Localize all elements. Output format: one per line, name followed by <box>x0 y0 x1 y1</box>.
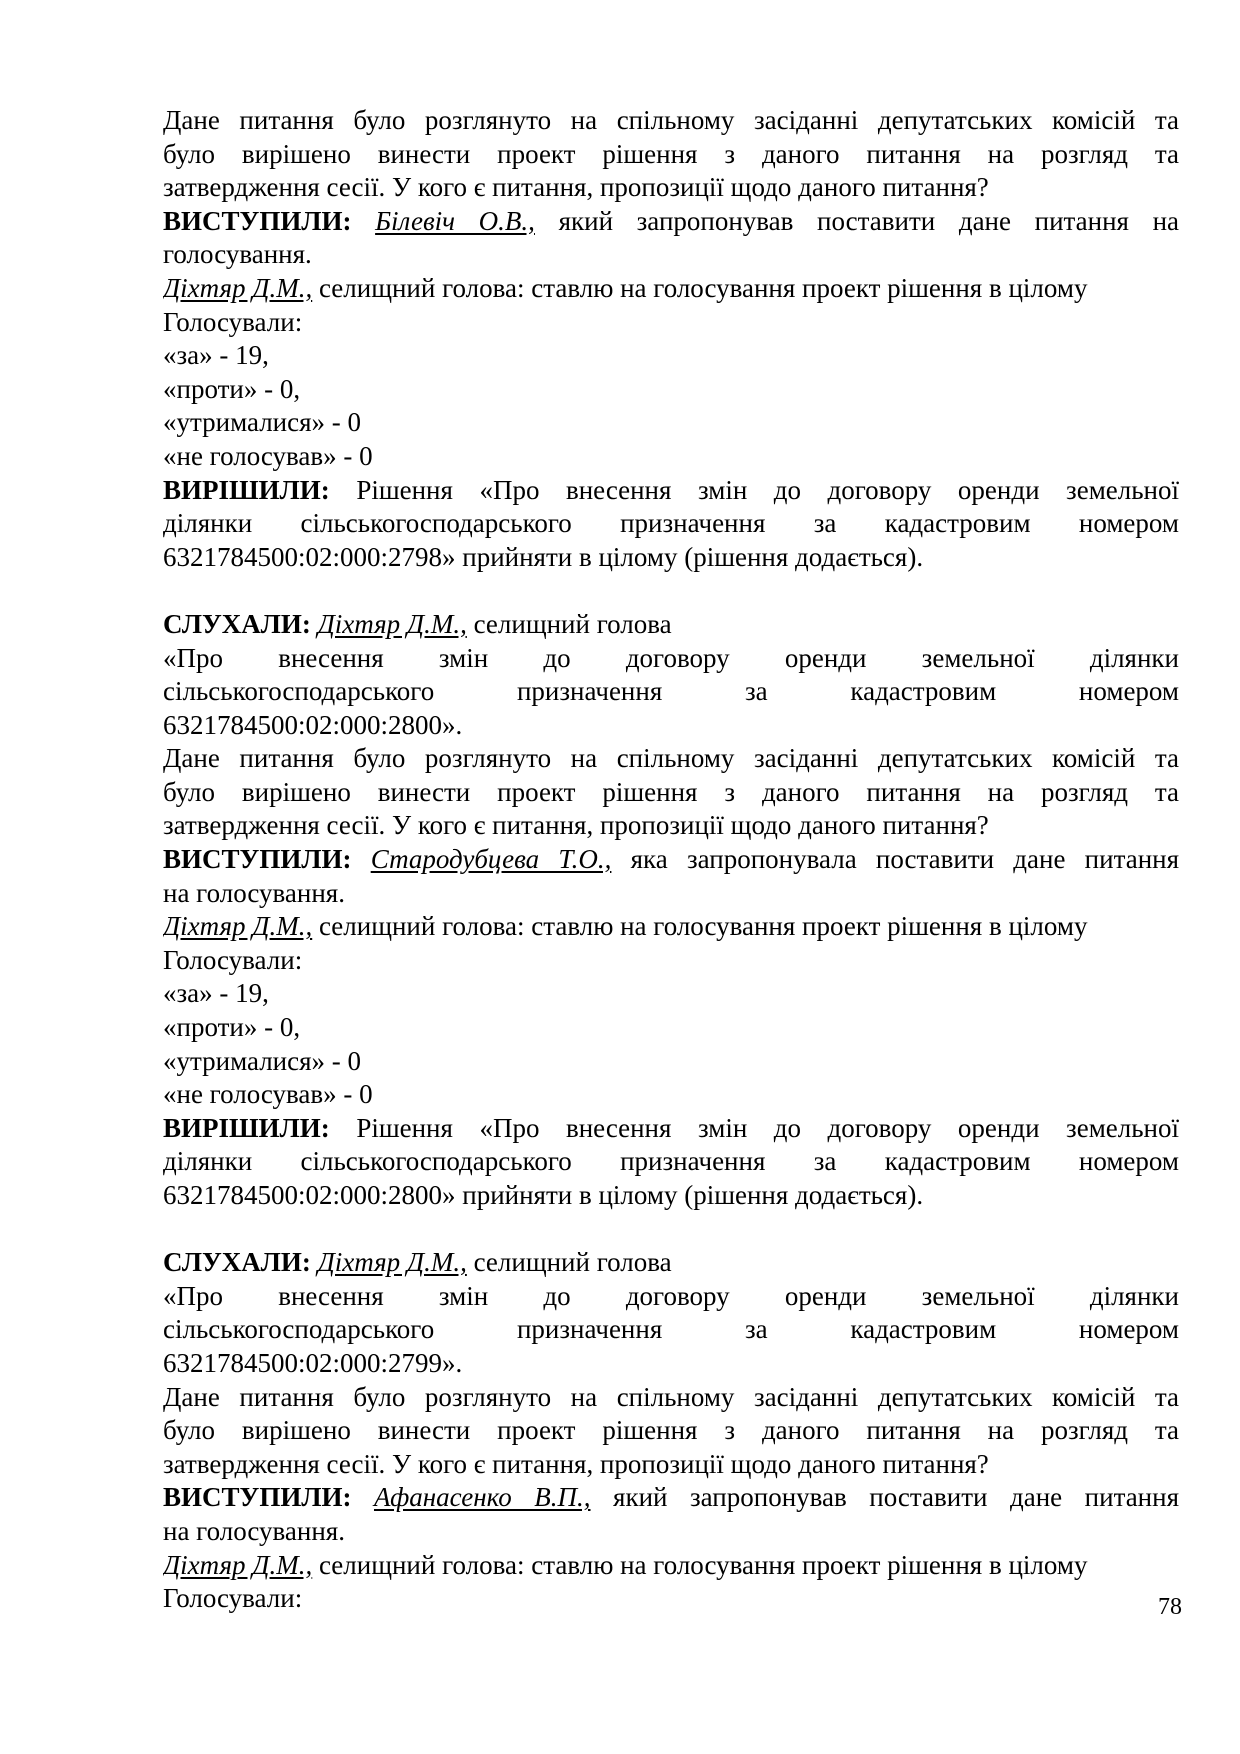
speaker-proposal: яка запропонувала поставити дане питання <box>630 844 1179 875</box>
vote-for: «за» - 19, <box>163 340 269 371</box>
paragraph-line: на голосування. <box>163 1515 345 1546</box>
vote-abstained: «утрималися» - 0 <box>163 407 362 438</box>
speakers-heading: ВИСТУПИЛИ: <box>163 1482 352 1513</box>
heard-line <box>163 608 1179 642</box>
vote-for: «за» - 19, <box>163 978 269 1009</box>
chair-line <box>163 272 1179 306</box>
voting-heading: Голосували: <box>163 1583 303 1614</box>
chair-name: Діхтяр Д.М., <box>317 608 467 639</box>
decision-line <box>163 1112 1179 1146</box>
chair-title: селищний голова <box>473 608 672 639</box>
item-title-line: сільськогосподарського призначення за кадастровим номером <box>163 1314 1179 1345</box>
vote-abstained: «утрималися» - 0 <box>163 1045 362 1076</box>
voting-heading: Голосували: <box>163 306 303 337</box>
chair-statement: селищний голова: ставлю на голосування проект рішення в цілому <box>318 1549 1088 1580</box>
paragraph-line: Дане питання було розглянуто на спільному засіданні депутатських комісій та <box>163 105 1179 135</box>
paragraph-line: затвердження сесії. У кого є питання, пропозиції щодо даного питання? <box>163 172 989 203</box>
minutes-text <box>163 104 1179 1616</box>
page-number: 78 <box>1158 1594 1182 1620</box>
item-title-line: 6321784500:02:000:2799». <box>163 1347 463 1378</box>
blank-line <box>163 1213 1179 1247</box>
decision-line <box>163 474 1179 508</box>
speakers-heading: ВИСТУПИЛИ: <box>163 844 352 875</box>
chair-line <box>163 1549 1179 1583</box>
chair-name: Діхтяр Д.М., <box>163 1549 313 1580</box>
heard-line <box>163 1246 1179 1280</box>
speaker-proposal: який запропонував поставити дане питання на <box>558 205 1179 236</box>
item-title-line: «Про внесення змін до договору оренди земельної ділянки <box>163 642 1179 673</box>
speaker-proposal: який запропонував поставити дане питання <box>613 1482 1179 1513</box>
paragraph-line: було вирішено винести проект рішення з даного питання на розгляд та <box>163 138 1179 169</box>
paragraph-line: 6321784500:02:000:2798» прийняти в цілому (рішення додається). <box>163 541 924 572</box>
paragraph-line: ділянки сільськогосподарського призначення за кадастровим номером <box>163 508 1179 539</box>
paragraph-line: було вирішено винести проект рішення з даного питання на розгляд та <box>163 776 1179 807</box>
vote-not-voted: «не голосував» - 0 <box>163 1079 373 1110</box>
item-title-line: 6321784500:02:000:2800». <box>163 709 463 740</box>
speakers-line <box>163 1481 1179 1515</box>
vote-against: «проти» - 0, <box>163 373 301 404</box>
speaker-name: Стародубцева Т.О., <box>370 844 612 875</box>
paragraph-line: голосування. <box>163 239 312 270</box>
voting-heading: Голосували: <box>163 944 303 975</box>
paragraph-line: було вирішено винести проект рішення з даного питання на розгляд та <box>163 1415 1179 1446</box>
heard-heading: СЛУХАЛИ: <box>163 1247 311 1278</box>
item-title-line: «Про внесення змін до договору оренди земельної ділянки <box>163 1280 1179 1311</box>
chair-name: Діхтяр Д.М., <box>163 911 313 942</box>
speaker-name: Афанасенко В.П., <box>373 1482 591 1513</box>
decision-text: Рішення «Про внесення змін до договору оренди земельної <box>356 1112 1179 1143</box>
vote-against: «проти» - 0, <box>163 1012 301 1043</box>
chair-name: Діхтяр Д.М., <box>317 1247 467 1278</box>
blank-line <box>163 574 1179 608</box>
decision-heading: ВИРІШИЛИ: <box>163 474 330 505</box>
chair-name: Діхтяр Д.М., <box>163 272 313 303</box>
decision-heading: ВИРІШИЛИ: <box>163 1112 330 1143</box>
speakers-line <box>163 843 1179 877</box>
paragraph-line: 6321784500:02:000:2800» прийняти в цілому (рішення додається). <box>163 1180 924 1210</box>
paragraph-line: Дане питання було розглянуто на спільному засіданні депутатських комісій та <box>163 1381 1179 1412</box>
decision-text: Рішення «Про внесення змін до договору оренди земельної <box>356 474 1179 505</box>
chair-title: селищний голова <box>473 1247 672 1278</box>
chair-statement: селищний голова: ставлю на голосування проект рішення в цілому <box>318 911 1088 942</box>
paragraph-line: затвердження сесії. У кого є питання, пропозиції щодо даного питання? <box>163 1448 989 1479</box>
heard-heading: СЛУХАЛИ: <box>163 608 311 639</box>
chair-line <box>163 910 1179 944</box>
paragraph-line: на голосування. <box>163 877 345 908</box>
vote-not-voted: «не голосував» - 0 <box>163 440 373 471</box>
speaker-name: Білевіч О.В., <box>375 205 535 236</box>
paragraph-line: затвердження сесії. У кого є питання, пропозиції щодо даного питання? <box>163 810 989 841</box>
item-title-line: сільськогосподарського призначення за кадастровим номером <box>163 676 1179 707</box>
speakers-line <box>163 205 1179 239</box>
paragraph-line: Дане питання було розглянуто на спільному засіданні депутатських комісій та <box>163 743 1179 774</box>
chair-statement: селищний голова: ставлю на голосування проект рішення в цілому <box>318 272 1088 303</box>
speakers-heading: ВИСТУПИЛИ: <box>163 205 352 236</box>
paragraph-line: ділянки сільськогосподарського призначення за кадастровим номером <box>163 1146 1179 1177</box>
